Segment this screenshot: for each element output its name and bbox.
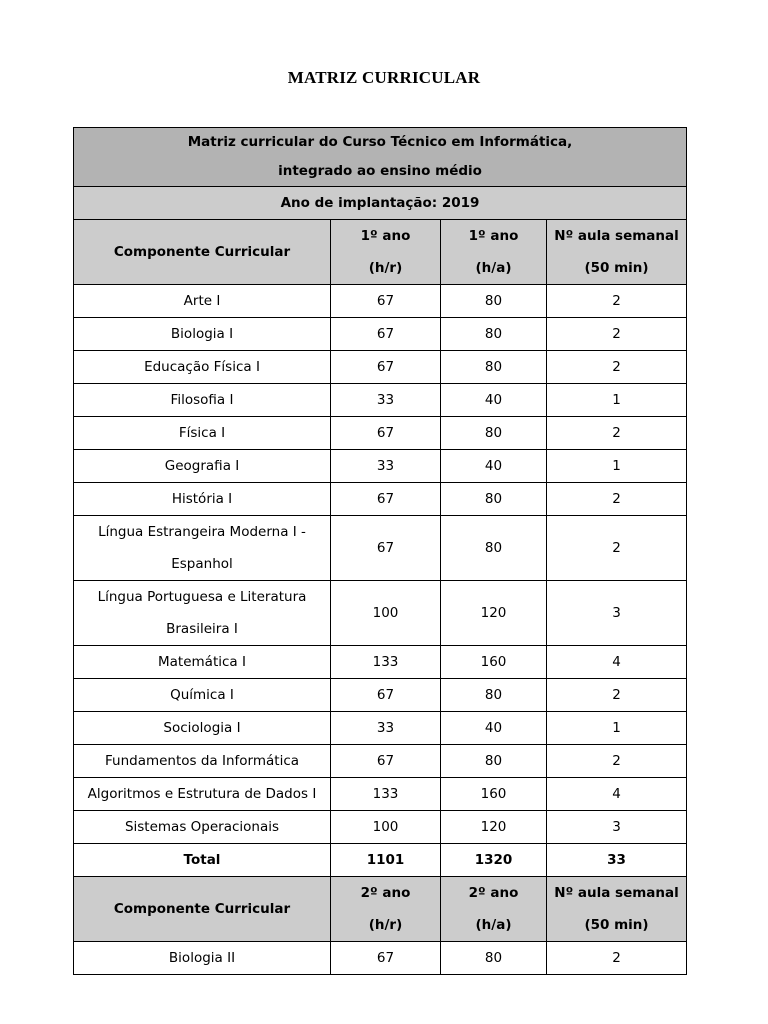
component-name-line: Geografia I bbox=[164, 458, 240, 474]
component-name-line: Biologia I bbox=[170, 326, 234, 342]
component-name-line: Biologia II bbox=[168, 950, 236, 966]
hours-hr-cell: 67 bbox=[331, 516, 441, 581]
hours-ha-header bbox=[441, 877, 547, 942]
total-hr: 1101 bbox=[331, 844, 441, 877]
table-row bbox=[74, 811, 687, 844]
hours-hr-cell: 67 bbox=[331, 318, 441, 351]
column-header-row-year-1 bbox=[74, 220, 687, 285]
component-name bbox=[74, 483, 331, 516]
total-weekly: 33 bbox=[547, 844, 687, 877]
year-row bbox=[74, 187, 687, 220]
weekly-classes-cell: 1 bbox=[547, 450, 687, 483]
curriculum-table bbox=[73, 127, 687, 975]
table-row bbox=[74, 942, 687, 975]
component-name bbox=[74, 450, 331, 483]
hours-ha-cell: 80 bbox=[441, 417, 547, 450]
weekly-classes-cell: 4 bbox=[547, 646, 687, 679]
table-row bbox=[74, 778, 687, 811]
weekly-classes-cell: 2 bbox=[547, 679, 687, 712]
component-name-line: Algoritmos e Estrutura de Dados I bbox=[87, 786, 317, 802]
hours-hr-cell: 33 bbox=[331, 384, 441, 417]
component-name bbox=[74, 417, 331, 450]
hours-ha-cell: 80 bbox=[441, 318, 547, 351]
table-row bbox=[74, 712, 687, 745]
component-name-line: Arte I bbox=[183, 293, 221, 309]
header-line: Nº aula semanal bbox=[554, 885, 679, 901]
page-title: MATRIZ CURRICULAR bbox=[287, 68, 481, 87]
header-line: (50 min) bbox=[584, 917, 649, 933]
hours-hr-cell: 67 bbox=[331, 417, 441, 450]
total-ha: 1320 bbox=[441, 844, 547, 877]
component-header: Componente Curricular bbox=[74, 220, 331, 285]
hours-ha-cell: 160 bbox=[441, 778, 547, 811]
table-row bbox=[74, 285, 687, 318]
column-header-row-year-2 bbox=[74, 877, 687, 942]
component-name bbox=[74, 318, 331, 351]
header-line: Nº aula semanal bbox=[554, 228, 679, 244]
hours-ha-cell: 160 bbox=[441, 646, 547, 679]
component-name bbox=[74, 778, 331, 811]
weekly-classes-cell: 2 bbox=[547, 351, 687, 384]
component-name bbox=[74, 581, 331, 646]
component-name-line: Educação Física I bbox=[144, 359, 260, 375]
hours-hr-cell: 133 bbox=[331, 646, 441, 679]
hours-hr-cell: 67 bbox=[331, 351, 441, 384]
component-name bbox=[74, 942, 331, 975]
table-row bbox=[74, 384, 687, 417]
header-line: (50 min) bbox=[584, 260, 649, 276]
component-header: Componente Curricular bbox=[74, 877, 331, 942]
weekly-classes-cell: 2 bbox=[547, 516, 687, 581]
weekly-classes-cell: 2 bbox=[547, 285, 687, 318]
component-name bbox=[74, 646, 331, 679]
component-name-line: Língua Estrangeira Moderna I - bbox=[98, 524, 306, 540]
component-name-line: Língua Portuguesa e Literatura bbox=[97, 589, 307, 605]
hours-hr-cell: 33 bbox=[331, 712, 441, 745]
table-caption bbox=[74, 128, 687, 187]
component-name bbox=[74, 712, 331, 745]
header-line: 1º ano bbox=[468, 228, 519, 244]
hours-ha-cell: 40 bbox=[441, 712, 547, 745]
weekly-classes-cell: 2 bbox=[547, 942, 687, 975]
weekly-classes-cell: 2 bbox=[547, 745, 687, 778]
hours-ha-cell: 80 bbox=[441, 285, 547, 318]
table-row bbox=[74, 679, 687, 712]
hours-hr-cell: 133 bbox=[331, 778, 441, 811]
hours-ha-cell: 80 bbox=[441, 483, 547, 516]
table-row bbox=[74, 581, 687, 646]
weekly-classes-cell: 3 bbox=[547, 581, 687, 646]
weekly-classes-cell: 2 bbox=[547, 483, 687, 516]
weekly-classes-header bbox=[547, 220, 687, 285]
weekly-classes-cell: 4 bbox=[547, 778, 687, 811]
weekly-classes-cell: 2 bbox=[547, 318, 687, 351]
hours-ha-cell: 120 bbox=[441, 581, 547, 646]
hours-hr-cell: 67 bbox=[331, 483, 441, 516]
hours-hr-cell: 67 bbox=[331, 679, 441, 712]
component-name bbox=[74, 351, 331, 384]
weekly-classes-header bbox=[547, 877, 687, 942]
component-name-line: Sistemas Operacionais bbox=[124, 819, 280, 835]
table-row bbox=[74, 483, 687, 516]
table-row bbox=[74, 318, 687, 351]
component-name bbox=[74, 679, 331, 712]
table-row bbox=[74, 646, 687, 679]
component-name-line: Espanhol bbox=[171, 556, 233, 572]
header-line: (h/r) bbox=[368, 260, 403, 276]
component-name bbox=[74, 745, 331, 778]
component-name-line: Sociologia I bbox=[163, 720, 241, 736]
component-name bbox=[74, 811, 331, 844]
table-row bbox=[74, 516, 687, 581]
hours-ha-cell: 80 bbox=[441, 351, 547, 384]
hours-ha-cell: 80 bbox=[441, 942, 547, 975]
table-row bbox=[74, 450, 687, 483]
hours-ha-cell: 40 bbox=[441, 384, 547, 417]
hours-hr-cell: 100 bbox=[331, 811, 441, 844]
total-row bbox=[74, 844, 687, 877]
year-label: Ano de implantação: 2019 bbox=[74, 187, 687, 220]
header-line: (h/a) bbox=[475, 917, 512, 933]
table-caption-row bbox=[74, 128, 687, 187]
header-line: 2º ano bbox=[360, 885, 411, 901]
caption-line-1: Matriz curricular do Curso Técnico em Informática, bbox=[187, 134, 573, 150]
hours-ha-cell: 120 bbox=[441, 811, 547, 844]
weekly-classes-cell: 2 bbox=[547, 417, 687, 450]
hours-ha-cell: 80 bbox=[441, 679, 547, 712]
total-label: Total bbox=[74, 844, 331, 877]
hours-hr-cell: 100 bbox=[331, 581, 441, 646]
hours-hr-header bbox=[331, 877, 441, 942]
component-name-line: Fundamentos da Informática bbox=[104, 753, 300, 769]
header-line: (h/a) bbox=[475, 260, 512, 276]
component-name bbox=[74, 384, 331, 417]
component-name bbox=[74, 516, 331, 581]
hours-ha-cell: 40 bbox=[441, 450, 547, 483]
weekly-classes-cell: 1 bbox=[547, 712, 687, 745]
component-name-line: Física I bbox=[178, 425, 226, 441]
hours-hr-cell: 67 bbox=[331, 745, 441, 778]
header-line: (h/r) bbox=[368, 917, 403, 933]
header-line: 2º ano bbox=[468, 885, 519, 901]
hours-hr-cell: 33 bbox=[331, 450, 441, 483]
table-row bbox=[74, 417, 687, 450]
component-name-line: Brasileira I bbox=[166, 621, 238, 637]
weekly-classes-cell: 3 bbox=[547, 811, 687, 844]
hours-ha-cell: 80 bbox=[441, 516, 547, 581]
table-row bbox=[74, 745, 687, 778]
component-name-line: Filosofia I bbox=[170, 392, 234, 408]
hours-hr-cell: 67 bbox=[331, 942, 441, 975]
table-row bbox=[74, 351, 687, 384]
caption-line-2: integrado ao ensino médio bbox=[278, 163, 482, 179]
header-line: 1º ano bbox=[360, 228, 411, 244]
hours-ha-header bbox=[441, 220, 547, 285]
hours-ha-cell: 80 bbox=[441, 745, 547, 778]
component-name-line: História I bbox=[171, 491, 233, 507]
component-name-line: Química I bbox=[170, 687, 234, 703]
hours-hr-header bbox=[331, 220, 441, 285]
weekly-classes-cell: 1 bbox=[547, 384, 687, 417]
component-name bbox=[74, 285, 331, 318]
hours-hr-cell: 67 bbox=[331, 285, 441, 318]
component-name-line: Matemática I bbox=[158, 654, 246, 670]
